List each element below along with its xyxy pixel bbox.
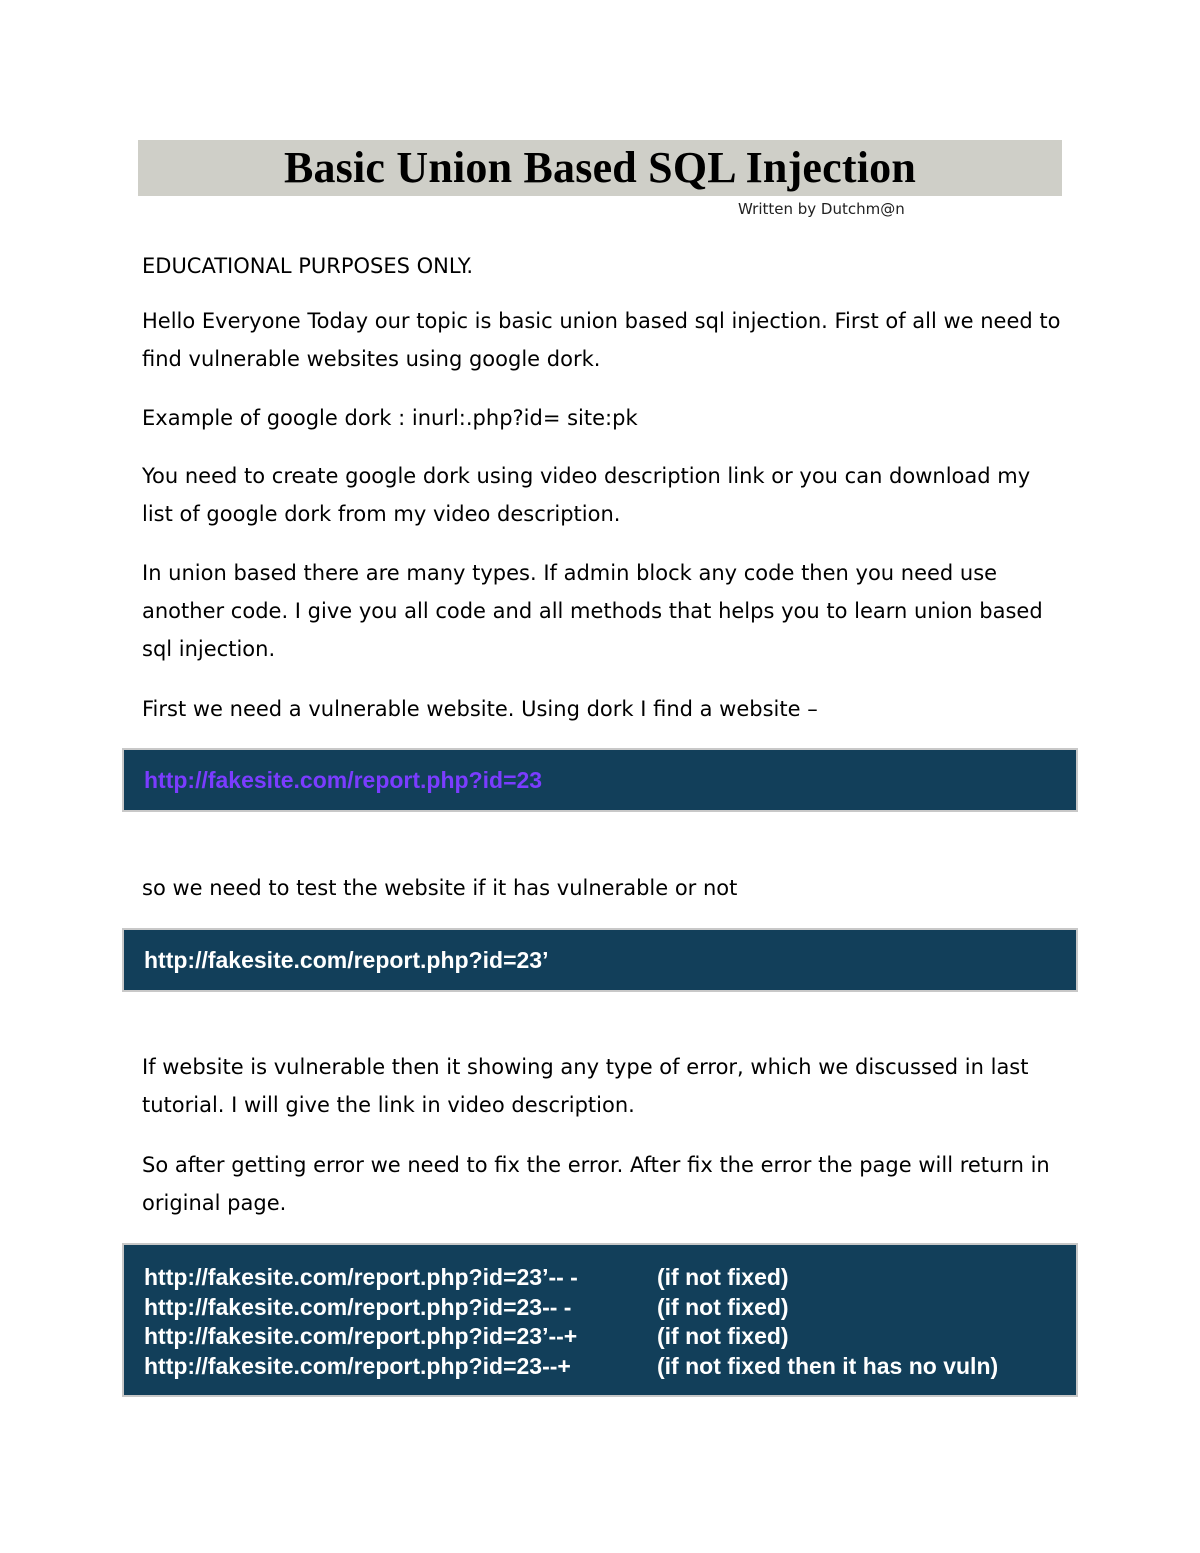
- code-row: [144, 1293, 1056, 1323]
- error-note-paragraph: If website is vulnerable then it showing any type of error, which we discussed in last tutorial. I will give the link in video description.: [142, 1055, 1029, 1117]
- code-row-url: http://fakesite.com/report.php?id=23’--+: [144, 1323, 578, 1349]
- code-box-fix-list: [122, 1243, 1078, 1397]
- document-title: Basic Union Based SQL Injection: [283, 143, 917, 192]
- dork-example-paragraph: Example of google dork : inurl:.php?id= site:pk: [142, 406, 638, 430]
- dork-howto-paragraph: You need to create google dork using video description link or you can download my list of google dork from my video description.: [142, 464, 1031, 526]
- fix-note-paragraph: So after getting error we need to fix the error. After fix the error the page will return in original page.: [142, 1153, 1050, 1215]
- code-url-1: http://fakesite.com/report.php?id=23: [144, 766, 543, 793]
- code-row: [144, 1352, 1056, 1382]
- code-box-url-2: [122, 928, 1078, 992]
- code-row-note: (if not fixed): [657, 1323, 789, 1349]
- code-box-url-1: [122, 748, 1078, 812]
- intro-paragraph: Hello Everyone Today our topic is basic union based sql injection. First of all we need to find vulnerable websites using google dork.: [142, 309, 1061, 371]
- code-row-note: (if not fixed): [657, 1264, 789, 1290]
- union-types-paragraph: In union based there are many types. If admin block any code then you need use another code. I give you all code and all methods that helps you to learn union based sql injection.: [142, 561, 1043, 661]
- find-site-paragraph: First we need a vulnerable website. Using dork I find a website –: [142, 697, 818, 721]
- title-banner: [138, 140, 1062, 196]
- code-row: [144, 1263, 1056, 1293]
- code-row: [144, 1322, 1056, 1352]
- test-site-paragraph: so we need to test the website if it has vulnerable or not: [142, 876, 738, 900]
- code-row-url: http://fakesite.com/report.php?id=23’-- -: [144, 1264, 578, 1290]
- code-row-note: (if not fixed): [657, 1293, 789, 1320]
- code-row-url: http://fakesite.com/report.php?id=23-- -: [144, 1293, 572, 1320]
- disclaimer-text: EDUCATIONAL PURPOSES ONLY.: [142, 254, 474, 278]
- code-url-2: http://fakesite.com/report.php?id=23’: [144, 946, 549, 973]
- code-row-note: (if not fixed then it has no vuln): [657, 1352, 999, 1379]
- code-row-url: http://fakesite.com/report.php?id=23--+: [144, 1352, 571, 1379]
- author-byline: Written by Dutchm@n: [738, 200, 905, 218]
